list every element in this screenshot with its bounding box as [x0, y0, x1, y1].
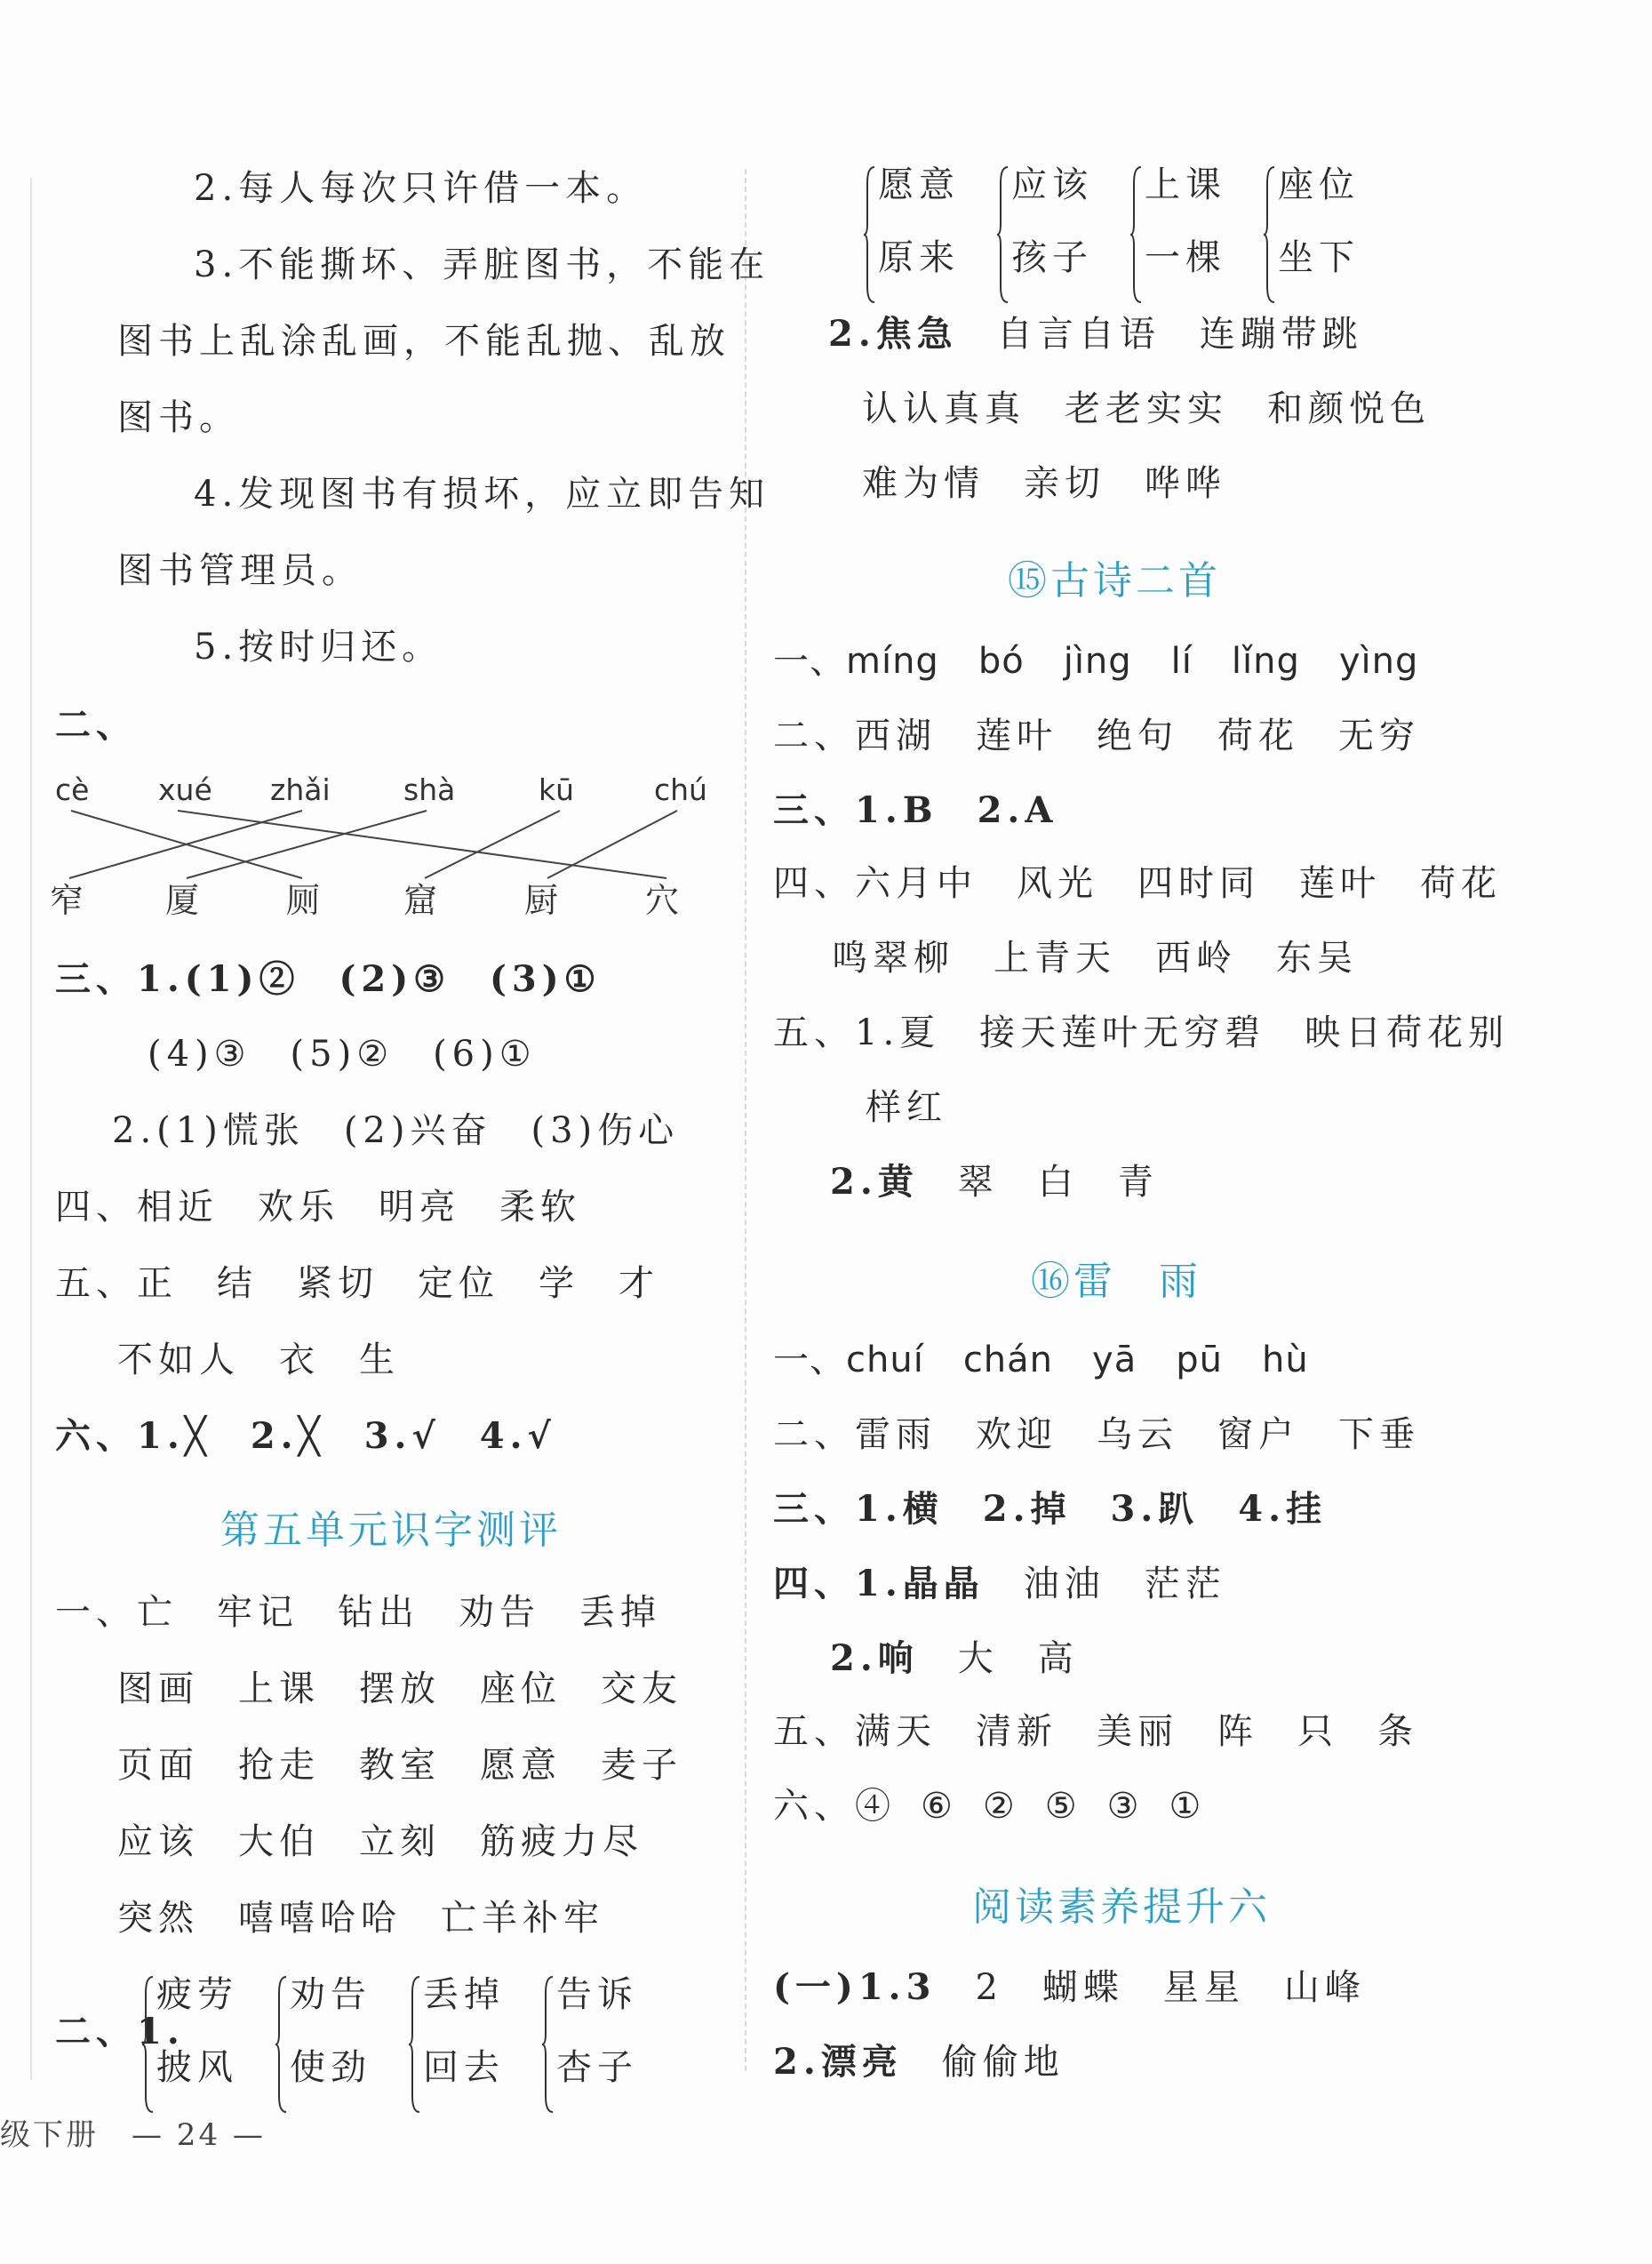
unit-5-title: 第五单元识字测评: [220, 1508, 562, 1553]
l15-section-5-row-1: 五、1.夏 接天莲叶无穷碧 映日荷花别: [773, 1012, 1510, 1053]
rule-3-cont: 图书上乱涂乱画，不能乱抛、乱放: [117, 321, 730, 362]
rule-2: 2.每人每次只许借一本。: [194, 168, 648, 209]
match-line-ku: [425, 811, 560, 878]
right-bracket-pair-1: 愿意 原来: [864, 162, 997, 308]
match-line-xue: [178, 811, 666, 878]
lesson-15-title: ⑮古诗二首: [1008, 558, 1221, 604]
reading-title: 阅读素养提升六: [972, 1884, 1271, 1930]
pinyin-zhai: zhǎi: [270, 772, 331, 807]
section-5-row-2: 不如人 衣 生: [117, 1340, 400, 1380]
char-chu: 厨: [524, 881, 559, 920]
unit-row-5: 突然 嘻嘻哈哈 亡羊补牢: [117, 1898, 604, 1939]
section-6: 六、1.╳ 2.╳ 3.√ 4.√: [55, 1415, 556, 1457]
section-3-row-2: (4)③ (5)② (6)①: [148, 1034, 537, 1075]
pinyin-sha: shà: [403, 772, 456, 807]
l16-section-6: 六、④ ⑥ ② ⑤ ③ ①: [773, 1786, 1207, 1827]
bracket-pair-2: 劝告 使劲: [275, 1972, 409, 2117]
pinyin-xue: xué: [158, 772, 212, 807]
r-item-2-row-1: 2.焦急 自言自语 连蹦带跳: [828, 313, 1363, 355]
bracket-pair-4: 告诉 杏子: [542, 1972, 675, 2117]
section-3-item-2: 2.(1)慌张 (2)兴奋 (3)伤心: [112, 1110, 680, 1151]
l16-section-4-item-2: 2.响 大 高: [830, 1637, 1079, 1679]
reading-item-1: (一)1.3 2 蝴蝶 星星 山峰: [773, 1966, 1366, 2008]
r-item-2-row-3: 难为情 亲切 哗哗: [862, 463, 1226, 504]
page-footer: 级下册 — 24 —: [0, 2117, 266, 2153]
char-ce: 厕: [286, 881, 321, 920]
right-bracket-pair-4: 座位 坐下: [1264, 162, 1397, 308]
match-line-sha: [187, 811, 427, 878]
reading-item-2: 2.漂亮 偷偷地: [773, 2041, 1065, 2083]
section-2-label: 二、: [55, 704, 137, 746]
rule-4-cont: 图书管理员。: [117, 550, 363, 591]
rule-3-end: 图书。: [117, 397, 240, 438]
unit-row-4: 应该 大伯 立刻 筋疲力尽: [117, 1821, 643, 1862]
bracket-pair-1: 疲劳 披风: [142, 1972, 275, 2117]
pinyin-ce: cè: [55, 772, 90, 807]
pinyin-chu: chú: [654, 772, 707, 807]
right-bracket-pair-2: 应该 孩子: [997, 162, 1130, 308]
section-4: 四、相近 欢乐 明亮 柔软: [55, 1187, 581, 1228]
l15-section-5-item-2: 2.黄 翠 白 青: [830, 1161, 1159, 1203]
section-5-row-1: 五、正 结 紧切 定位 学 才: [55, 1263, 659, 1304]
char-zhai: 窄: [50, 881, 84, 920]
l15-section-5-row-2: 样红: [866, 1087, 947, 1128]
char-ku: 窟: [403, 881, 438, 920]
rule-5: 5.按时归还。: [194, 627, 443, 668]
right-bracket-pair-3: 上课 一棵: [1130, 162, 1264, 308]
l16-section-3: 三、1.横 2.掉 3.趴 4.挂: [773, 1488, 1328, 1530]
l15-section-4-row-2: 鸣翠柳 上青天 西岭 东吴: [832, 938, 1358, 979]
left-margin-line: [30, 178, 32, 2080]
l16-section-2: 二、雷雨 欢迎 乌云 窗户 下垂: [773, 1414, 1420, 1455]
char-sha: 厦: [165, 881, 200, 920]
rule-4: 4.发现图书有损坏，应立即告知: [194, 474, 770, 515]
l15-section-4-row-1: 四、六月中 风光 四时同 莲叶 荷花: [773, 863, 1502, 904]
bracket-pair-3: 丢掉 回去: [409, 1972, 542, 2117]
l16-section-5: 五、满天 清新 美丽 阵 只 条: [773, 1711, 1418, 1752]
char-xue: 穴: [645, 881, 680, 920]
section-3-row-1: 三、1.(1)② (2)③ (3)①: [55, 958, 602, 1000]
l15-section-3: 三、1.B 2.A: [773, 789, 1058, 831]
unit-row-1: 一、亡 牢记 钻出 劝告 丢掉: [55, 1592, 661, 1633]
l16-section-4-row-1: 四、1.晶晶 油油 茫茫: [773, 1563, 1226, 1604]
l15-section-2: 二、西湖 莲叶 绝句 荷花 无穷: [773, 716, 1420, 756]
unit-section-2-label: 二、1.: [55, 2011, 185, 2052]
unit-row-3: 页面 抢走 教室 愿意 麦子: [117, 1745, 682, 1786]
r-item-2-row-2: 认认真真 老老实实 和颜悦色: [862, 388, 1431, 429]
l16-section-1: 一、chuí chán yā pū hù: [773, 1340, 1309, 1380]
pinyin-ku: kū: [539, 772, 575, 807]
match-line-chu: [547, 811, 677, 878]
matching-exercise: [44, 764, 720, 924]
lesson-16-title: ⑯雷 雨: [1031, 1259, 1201, 1304]
column-divider: [745, 169, 746, 2071]
unit-row-2: 图画 上课 摆放 座位 交友: [117, 1668, 682, 1709]
rule-3: 3.不能撕坏、弄脏图书，不能在: [194, 244, 770, 285]
l15-section-1: 一、míng bó jìng lí lǐng yìng: [773, 641, 1419, 682]
